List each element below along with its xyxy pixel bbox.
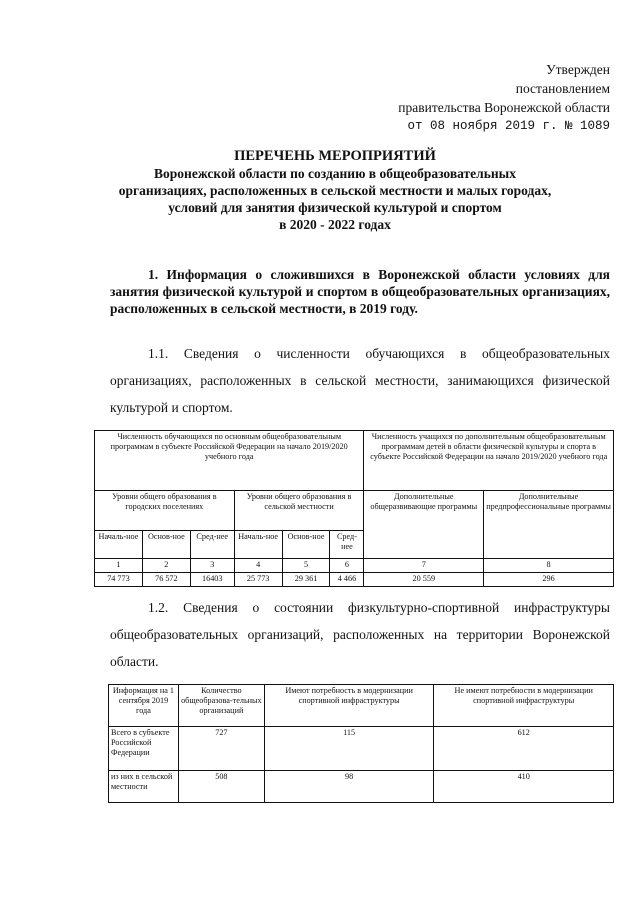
row-noneed: 612 xyxy=(434,727,614,771)
section-1-heading: 1. Информация о сложившихся в Воронежской области условиях для занятия физической культурой и спортом в общеобразовательных организациях, расположенных в сельской местности, в 2019 году. xyxy=(110,267,610,316)
col-number: 4 xyxy=(234,559,282,573)
sub-rural-header: Уровни общего образования в сельской местности xyxy=(234,491,364,531)
table-row xyxy=(109,727,614,771)
sub-urban-header: Уровни общего образования в городских поселениях xyxy=(95,491,235,531)
col-number: 8 xyxy=(484,559,614,573)
approval-line-4: от 08 ноября 2019 г. № 1089 xyxy=(407,119,610,133)
sub-dev-header: Дополнительные общеразвивающие программы xyxy=(364,491,484,559)
group-extra-header: Численность учащихся по дополнительным общеобразовательным программам детей в области физической культуры и спорта в субъекте Российской Федерации на начало 2019/2020 учебного года xyxy=(364,431,614,491)
students-table xyxy=(94,430,614,587)
group-main-header: Численность обучающихся по основным общеобразовательным программам в субъекте Российской Федерации на начало 2019/2020 учебного года xyxy=(95,431,364,491)
row-label: из них в сельской местности xyxy=(109,771,179,803)
infrastructure-table xyxy=(108,684,614,803)
col-number: 6 xyxy=(330,559,364,573)
title-sub-3: условий для занятия физической культурой и спортом xyxy=(168,200,502,215)
approval-block xyxy=(310,60,610,136)
title-sub-2: организациях, расположенных в сельской местности и малых городах, xyxy=(118,183,552,198)
value-cell: 76 572 xyxy=(142,573,190,587)
value-cell: 74 773 xyxy=(95,573,143,587)
title-main: ПЕРЕЧЕНЬ МЕРОПРИЯТИЙ xyxy=(234,148,436,164)
level-basic-rural: Основ-ное xyxy=(282,531,330,559)
col-number: 1 xyxy=(95,559,143,573)
value-cell: 29 361 xyxy=(282,573,330,587)
section-1-1-text: 1.1. Сведения о численности обучающихся в общеобразовательных организациях, расположенных в сельской местности, занимающихся физической культурой и спортом. xyxy=(110,346,610,415)
row-noneed: 410 xyxy=(434,771,614,803)
value-cell: 16403 xyxy=(190,573,234,587)
value-cell: 296 xyxy=(484,573,614,587)
header-need: Имеют потребность в модернизации спортивной инфраструктуры xyxy=(264,685,434,727)
section-1-2-text: 1.2. Сведения о состоянии физкультурно-спортивной инфраструктуры общеобразовательных организаций, расположенных на территории Воронежской области. xyxy=(110,600,610,669)
title-sub-4: в 2020 - 2022 годах xyxy=(279,217,391,232)
level-primary-rural: Началь-ное xyxy=(234,531,282,559)
level-basic-urban: Основ-ное xyxy=(142,531,190,559)
col-number: 7 xyxy=(364,559,484,573)
level-secondary-urban: Сред-нее xyxy=(190,531,234,559)
row-need: 115 xyxy=(264,727,434,771)
value-cell: 4 466 xyxy=(330,573,364,587)
header-info: Информация на 1 сентября 2019 года xyxy=(109,685,179,727)
approval-line-3: правительства Воронежской области xyxy=(398,100,610,115)
title-sub-1: Воронежской области по созданию в общеобразовательных xyxy=(154,166,516,181)
col-number: 2 xyxy=(142,559,190,573)
row-count: 508 xyxy=(178,771,264,803)
sub-pro-header: Дополнительные предпрофессиональные программы xyxy=(484,491,614,559)
approval-line-2: постановлением xyxy=(515,81,610,96)
document-title xyxy=(90,148,580,233)
col-number: 3 xyxy=(190,559,234,573)
col-number: 5 xyxy=(282,559,330,573)
level-primary-urban: Началь-ное xyxy=(95,531,143,559)
value-cell: 20 559 xyxy=(364,573,484,587)
table-row xyxy=(109,771,614,803)
approval-line-1: Утвержден xyxy=(546,62,610,77)
level-secondary-rural: Сред-нее xyxy=(330,531,364,559)
row-count: 727 xyxy=(178,727,264,771)
header-noneed: Не имеют потребности в модернизации спортивной инфраструктуры xyxy=(434,685,614,727)
row-label: Всего в субъекте Российской Федерации xyxy=(109,727,179,771)
header-count: Количество общеобразова-тельных организаций xyxy=(178,685,264,727)
value-cell: 25 773 xyxy=(234,573,282,587)
row-need: 98 xyxy=(264,771,434,803)
